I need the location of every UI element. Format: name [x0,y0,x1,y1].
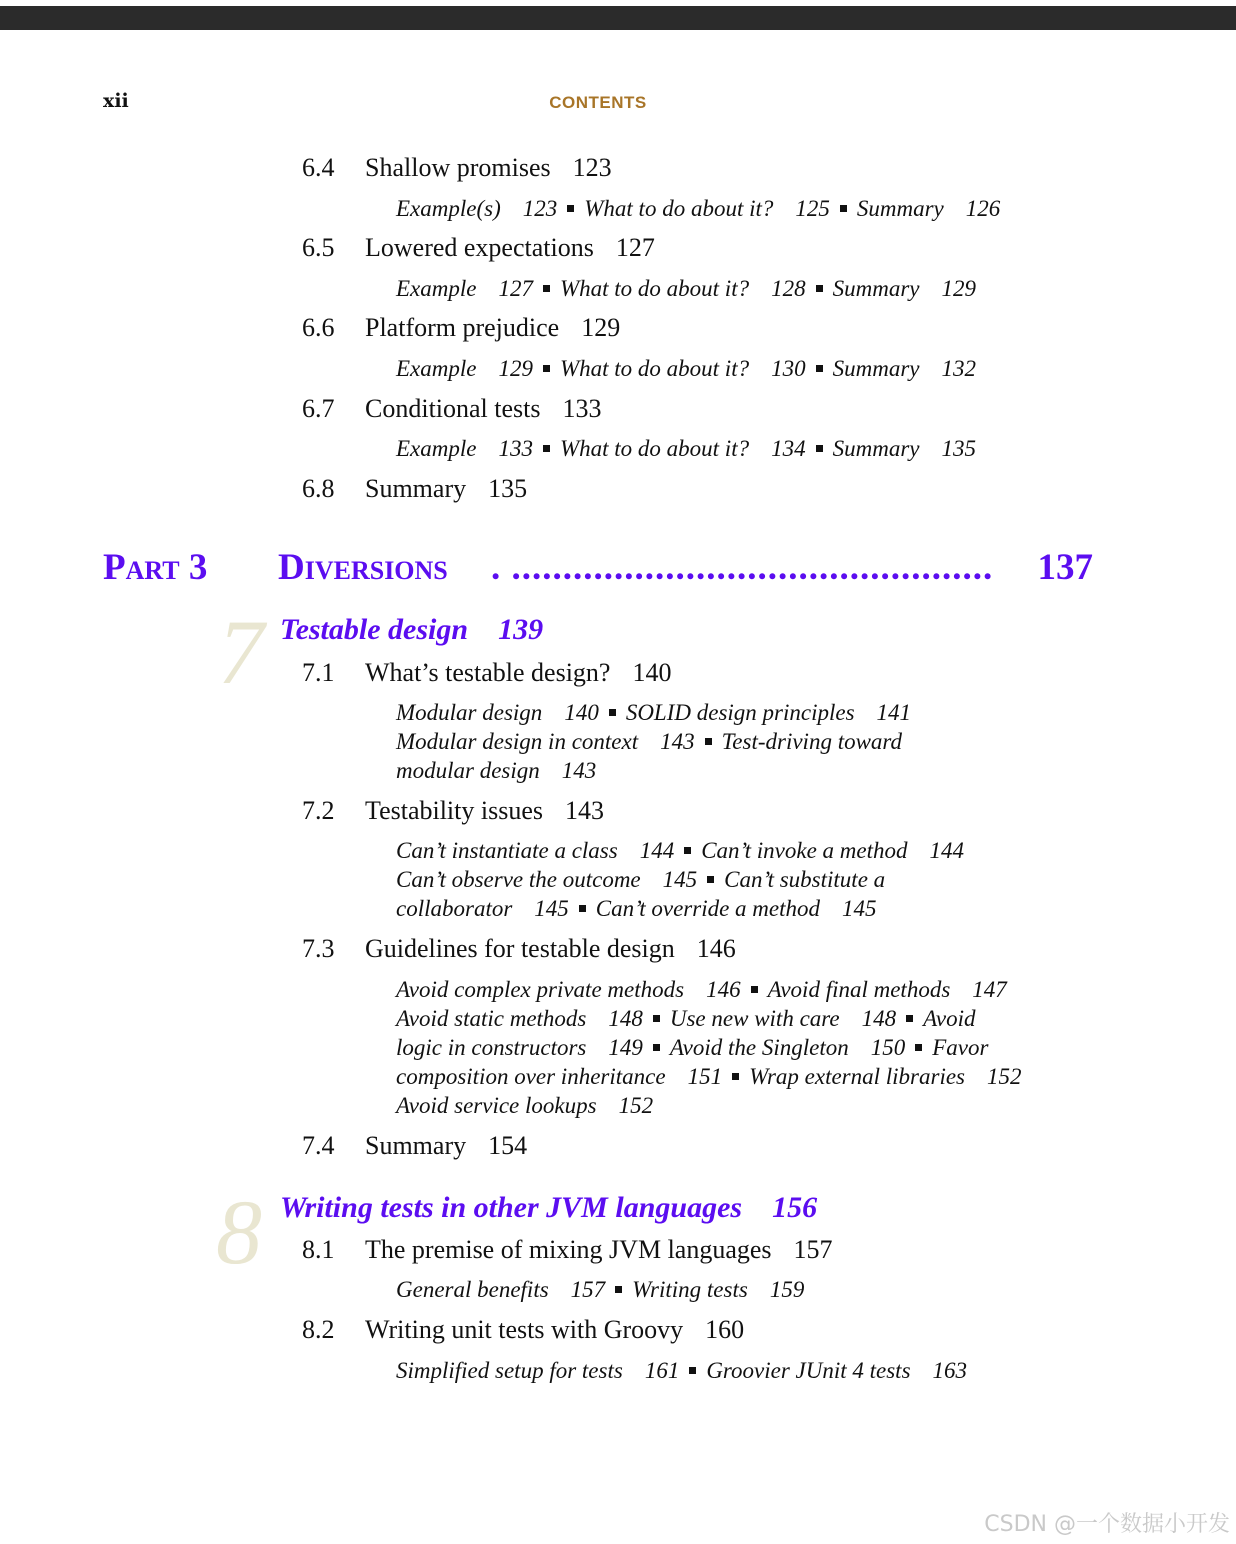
subsection-page: 133 [498,436,533,461]
subsection-page: 144 [929,838,965,863]
subsection-line [396,1091,1028,1120]
subsection-line [396,865,970,894]
subsection-page: 132 [941,356,976,381]
part-page: 137 [1037,547,1093,588]
bullet-separator-icon [615,1286,622,1293]
section-title: Testability issues [365,796,544,825]
subsection-page: 123 [522,196,558,221]
section-title: Writing unit tests with Groovy [365,1315,684,1344]
watermark: CSDN @一个数据小开发 [984,1512,1230,1537]
subsection-page: 130 [771,356,806,381]
bullet-separator-icon [705,738,712,745]
subsection-page: 157 [570,1277,606,1302]
subsection-line [396,1062,1028,1091]
subsection-title: Modular design [396,700,543,725]
bullet-separator-icon [732,1073,739,1080]
subsection-title: Modular design in context [396,729,639,754]
chapter-heading [280,1191,817,1225]
bullet-separator-icon [653,1015,660,1022]
subsection-title: Example [396,436,477,461]
bullet-separator-icon [684,847,691,854]
subsection-page: 144 [639,838,675,863]
subsection-title: Example [396,276,477,301]
bullet-separator-icon [653,1044,660,1051]
section-page: 129 [581,313,621,342]
subsection-list [396,1275,810,1304]
section-title: Summary [365,474,467,503]
subsection-list [396,698,917,785]
subsection-title: Summary [832,356,920,381]
section-number: 7.3 [302,934,335,963]
section-heading [302,313,620,343]
section-number: 6.6 [302,313,335,342]
section-title: Guidelines for testable design [365,934,675,963]
subsection-title: SOLID design principles [625,700,855,725]
subsection-line [396,894,970,923]
subsection-title: Example(s) [396,196,501,221]
section-heading [302,153,612,183]
section-title: What’s testable design? [365,658,611,687]
section-page: 157 [793,1235,833,1264]
dot-leader: . ............................................... [491,547,994,588]
subsection-title: Can’t override a method [595,896,820,921]
section-heading [302,1131,527,1161]
bullet-separator-icon [543,445,550,452]
bullet-separator-icon [543,365,550,372]
subsection-line [396,354,982,383]
section-title: Lowered expectations [365,233,594,262]
subsection-title: Summary [832,436,920,461]
subsection-title: What to do about it? [584,196,774,221]
section-title: Conditional tests [365,394,541,423]
subsection-title: Avoid the Singleton [669,1035,849,1060]
chapter-page: 156 [772,1191,818,1224]
bullet-separator-icon [751,986,758,993]
subsection-title: Avoid [923,1006,976,1031]
bullet-separator-icon [707,876,714,883]
subsection-page: 129 [941,276,976,301]
subsection-title: Can’t substitute a [724,867,886,892]
section-heading [302,1235,833,1265]
subsection-list [396,1356,973,1385]
subsection-title: collaborator [396,896,513,921]
subsection-title: Can’t instantiate a class [396,838,618,863]
subsection-title: Groovier JUnit 4 tests [706,1358,911,1383]
subsection-page: 128 [771,276,806,301]
chapter-title: Writing tests in other JVM languages [280,1191,743,1224]
subsection-title: Use new with care [669,1006,840,1031]
subsection-page: 149 [608,1035,643,1060]
section-heading [302,474,527,504]
section-page: 143 [565,796,605,825]
subsection-line [396,727,917,756]
subsection-title: What to do about it? [559,356,750,381]
page-number: xii [103,90,129,112]
section-number: 8.1 [302,1235,335,1264]
section-page: 140 [632,658,672,687]
section-heading [302,394,602,424]
section-heading [302,658,671,688]
part-label: Part 3 [103,547,208,588]
section-number: 7.4 [302,1131,335,1160]
subsection-page: 147 [972,977,1007,1002]
subsection-list [396,975,1028,1120]
running-head: CONTENTS [549,93,647,112]
section-number: 6.8 [302,474,335,503]
subsection-page: 127 [498,276,533,301]
subsection-line [396,836,970,865]
section-page: 123 [572,153,612,182]
subsection-page: 145 [662,867,698,892]
section-number: 6.4 [302,153,335,182]
subsection-list [396,836,970,923]
subsection-page: 152 [618,1093,654,1118]
section-number: 7.1 [302,658,335,687]
section-page: 135 [488,474,528,503]
subsection-line [396,1033,1028,1062]
subsection-page: 146 [706,977,741,1002]
subsection-page: 163 [932,1358,968,1383]
subsection-title: Favor [932,1035,989,1060]
subsection-page: 150 [870,1035,906,1060]
section-page: 127 [615,233,655,262]
section-title: Shallow promises [365,153,551,182]
subsection-title: logic in constructors [396,1035,587,1060]
section-page: 160 [705,1315,745,1344]
subsection-line [396,194,1006,223]
subsection-title: What to do about it? [559,276,750,301]
section-number: 6.7 [302,394,335,423]
subsection-page: 141 [876,700,912,725]
subsection-title: Summary [832,276,920,301]
bullet-separator-icon [906,1015,913,1022]
subsection-title: Simplified setup for tests [396,1358,623,1383]
section-heading [302,1315,744,1345]
subsection-line [396,434,982,463]
subsection-page: 161 [644,1358,680,1383]
chapter-heading [280,613,543,647]
subsection-list [396,434,982,463]
section-title: Platform prejudice [365,313,560,342]
subsection-page: 148 [608,1006,643,1031]
subsection-line [396,756,917,785]
subsection-page: 129 [498,356,533,381]
subsection-line [396,1004,1028,1033]
chapter-number-watermark: 7 [218,601,264,703]
subsection-list [396,194,1006,223]
top-bar [0,6,1236,30]
subsection-title: Writing tests [632,1277,748,1302]
subsection-page: 143 [561,758,597,783]
subsection-title: modular design [396,758,540,783]
subsection-page: 148 [861,1006,897,1031]
section-heading [302,934,736,964]
part-title: Diversions [278,547,448,588]
bullet-separator-icon [816,365,823,372]
bullet-separator-icon [689,1367,696,1374]
subsection-page: 152 [987,1064,1022,1089]
subsection-title: Example [396,356,477,381]
section-heading [302,796,604,826]
chapter-page: 139 [498,613,544,646]
bullet-separator-icon [840,205,847,212]
subsection-page: 140 [564,700,599,725]
section-page: 146 [696,934,736,963]
subsection-line [396,1356,973,1385]
bullet-separator-icon [816,445,823,452]
subsection-title: Summary [856,196,944,221]
subsection-page: 145 [534,896,569,921]
section-page: 133 [562,394,602,423]
subsection-page: 151 [687,1064,723,1089]
section-title: Summary [365,1131,467,1160]
subsection-line [396,1275,810,1304]
bullet-separator-icon [915,1044,922,1051]
subsection-list [396,274,982,303]
section-number: 8.2 [302,1315,335,1344]
section-page: 154 [488,1131,528,1160]
subsection-title: Can’t observe the outcome [396,867,641,892]
subsection-line [396,975,1028,1004]
subsection-page: 134 [771,436,806,461]
chapter-title: Testable design [280,613,469,646]
chapter-number-watermark: 8 [216,1181,262,1283]
bullet-separator-icon [579,905,586,912]
subsection-title: Wrap external libraries [749,1064,965,1089]
subsection-line [396,274,982,303]
subsection-title: Avoid static methods [396,1006,587,1031]
bullet-separator-icon [543,285,550,292]
subsection-page: 159 [769,1277,805,1302]
subsection-page: 143 [660,729,695,754]
bullet-separator-icon [816,285,823,292]
bullet-separator-icon [567,205,574,212]
subsection-title: Avoid service lookups [396,1093,597,1118]
subsection-list [396,354,982,383]
section-number: 6.5 [302,233,335,262]
subsection-page: 126 [965,196,1001,221]
subsection-page: 135 [941,436,976,461]
subsection-page: 145 [842,896,877,921]
subsection-title: Can’t invoke a method [701,838,908,863]
subsection-title: Avoid complex private methods [396,977,685,1002]
subsection-title: Avoid final methods [767,977,951,1002]
subsection-title: What to do about it? [559,436,750,461]
subsection-page: 125 [795,196,830,221]
subsection-title: Test-driving toward [721,729,903,754]
subsection-title: General benefits [396,1277,549,1302]
section-number: 7.2 [302,796,335,825]
bullet-separator-icon [609,709,616,716]
section-title: The premise of mixing JVM languages [365,1235,772,1264]
subsection-line [396,698,917,727]
section-heading [302,233,655,263]
subsection-title: composition over inheritance [396,1064,666,1089]
